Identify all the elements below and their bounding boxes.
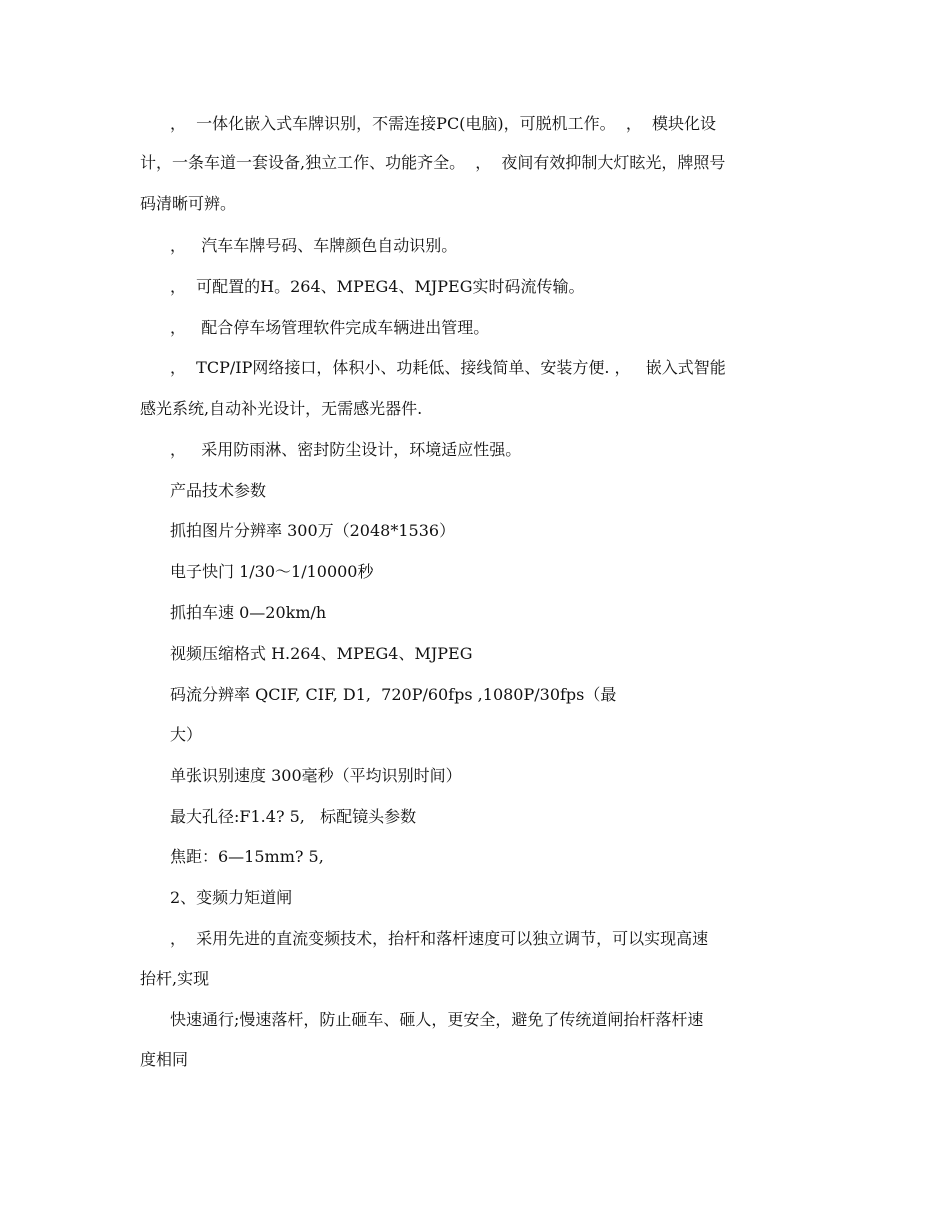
spec-line: 最大孔径:F1.4? 5, 标配镜头参数 [170, 807, 417, 826]
section-heading: 2、变频力矩道闸 [170, 888, 293, 907]
spec-line: 抓拍车速 0—20km/h [170, 603, 327, 622]
spec-line: 单张识别速度 300毫秒（平均识别时间） [170, 766, 462, 785]
text-line: ， 一体化嵌入式车牌识别，不需连接PC(电脑)，可脱机工作。 ， 模块化设 [170, 114, 717, 133]
spec-line: 电子快门 1/30～1/10000秒 [170, 562, 374, 581]
spec-line: 码流分辨率 QCIF, CIF, D1, 720P/60fps ,1080P/30fps（最 [170, 685, 617, 704]
text-line: 度相同 [140, 1050, 189, 1069]
text-line: ， 汽车车牌号码、车牌颜色自动识别。 [170, 236, 458, 255]
text-line: ， 可配置的H。264、MPEG4、MJPEG实时码流传输。 [170, 277, 585, 296]
text-line: 感光系统,自动补光设计，无需感光器件. [140, 399, 423, 418]
text-line: ， 采用防雨淋、密封防尘设计，环境适应性强。 [170, 440, 522, 459]
spec-line: 大） [170, 725, 203, 744]
section-heading: 产品技术参数 [170, 481, 267, 500]
text-line: ， 采用先进的直流变频技术，抬杆和落杆速度可以独立调节，可以实现高速 [170, 929, 709, 948]
text-line: ， TCP/IP网络接口，体积小、功耗低、接线简单、安装方便. ， 嵌入式智能 [170, 358, 726, 377]
text-line: 码清晰可辨。 [140, 194, 237, 213]
spec-line: 抓拍图片分辨率 300万（2048*1536） [170, 521, 456, 540]
spec-line: 焦距：6—15mm? 5, [170, 847, 324, 866]
text-line: ， 配合停车场管理软件完成车辆进出管理。 [170, 318, 490, 337]
text-line: 快速通行;慢速落杆，防止砸车、砸人，更安全，避免了传统道闸抬杆落杆速 [170, 1010, 704, 1029]
text-line: 抬杆,实现 [140, 969, 210, 988]
text-line: 计，一条车道一套设备,独立工作、功能齐全。 ， 夜间有效抑制大灯眩光，牌照号 [140, 153, 726, 172]
spec-line: 视频压缩格式 H.264、MPEG4、MJPEG [170, 644, 473, 663]
